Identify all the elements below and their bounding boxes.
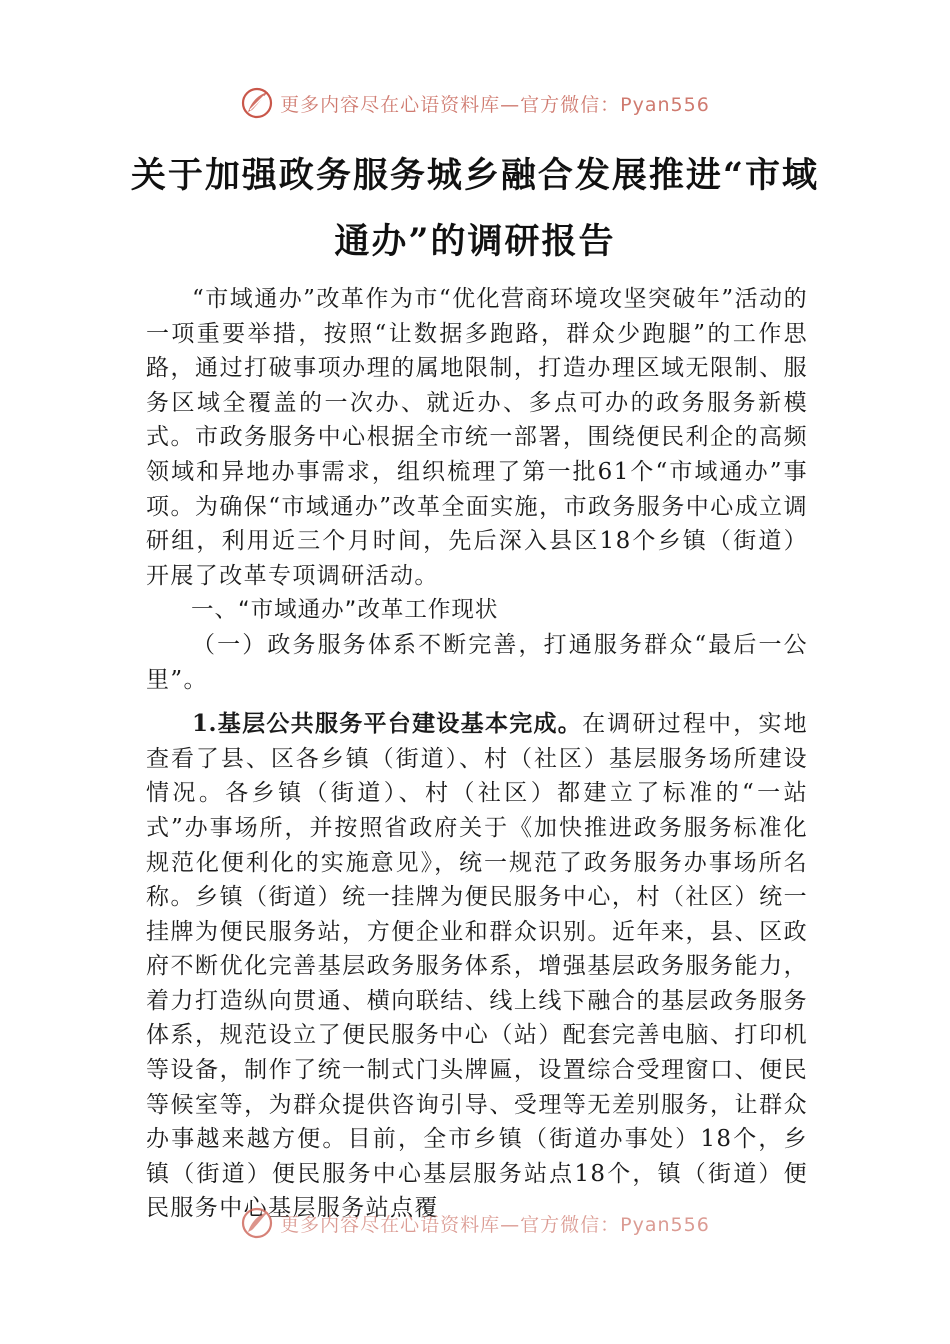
paragraph-text: 在调研过程中，实地查看了县、区各乡镇（街道）、村（社区）基层服务场所建设情况。各乡镇（街道）、村（社区）都建立了标准的“一站式”办事场所，并按照省政府关于《加快推进政务服务标准化规范化便利化的实施意见》，统一规范了政务服务办事场所名称。乡镇（街道）统一挂牌为便民服务中心，村（社区）统一挂牌为便民服务站，方便企业和群众识别。近年来，县、区政府不断优化完善基层政务服务体系，增强基层政务服务能力，着力打造纵向贯通、横向联结、线上线下融合的基层政务服务体系，规范设立了便民服务中心（站）配套完善电脑、打印机等设备，制作了统一制式门头牌匾，设置综合受理窗口、便民等候室等，为群众提供咨询引导、受理等无差别服务，让群众办事越来越方便。目前，全市乡镇（街道办事处）18个，乡镇（街道）便民服务中心基层服务站点18个，镇（街道）便民服务中心基层服务站点覆: [146, 711, 809, 1222]
watermark-footer: [0, 1203, 950, 1243]
section-heading: 一、“市域通办”改革工作现状: [191, 597, 499, 624]
logo-icon: [240, 86, 274, 120]
logo-icon: [240, 1206, 274, 1240]
watermark-text: 更多内容尽在心语资料库—官方微信：Pyan556: [280, 1213, 710, 1236]
document-title: 关于加强政务服务城乡融合发展推进“市域通办”的调研报告: [130, 155, 820, 262]
body-paragraph: [146, 707, 808, 1226]
intro-paragraph: “市域通办”改革作为市“优化营商环境攻坚突破年”活动的一项重要举措，按照“让数据多跑路，群众少跑腿”的工作思路，通过打破事项办理的属地限制，打造办理区域无限制、服务区域全覆盖的一次办、就近办、多点可办的政务服务新模式。市政务服务中心根据全市统一部署，围绕便民利企的高频领域和异地办事需求，组织梳理了第一批61个“市域通办”事项。为确保“市域通办”改革全面实施，市政务服务中心成立调研组，利用近三个月时间，先后深入县区18个乡镇（街道）开展了改革专项调研活动。: [146, 286, 808, 589]
watermark-header: [0, 83, 950, 123]
paragraph-lead: 1.基层公共服务平台建设基本完成。: [192, 710, 583, 738]
watermark-text: 更多内容尽在心语资料库—官方微信：Pyan556: [280, 93, 710, 116]
document-body: [146, 282, 808, 1226]
subsection-heading: （一）政务服务体系不断完善，打通服务群众“最后一公里”。: [146, 631, 808, 693]
